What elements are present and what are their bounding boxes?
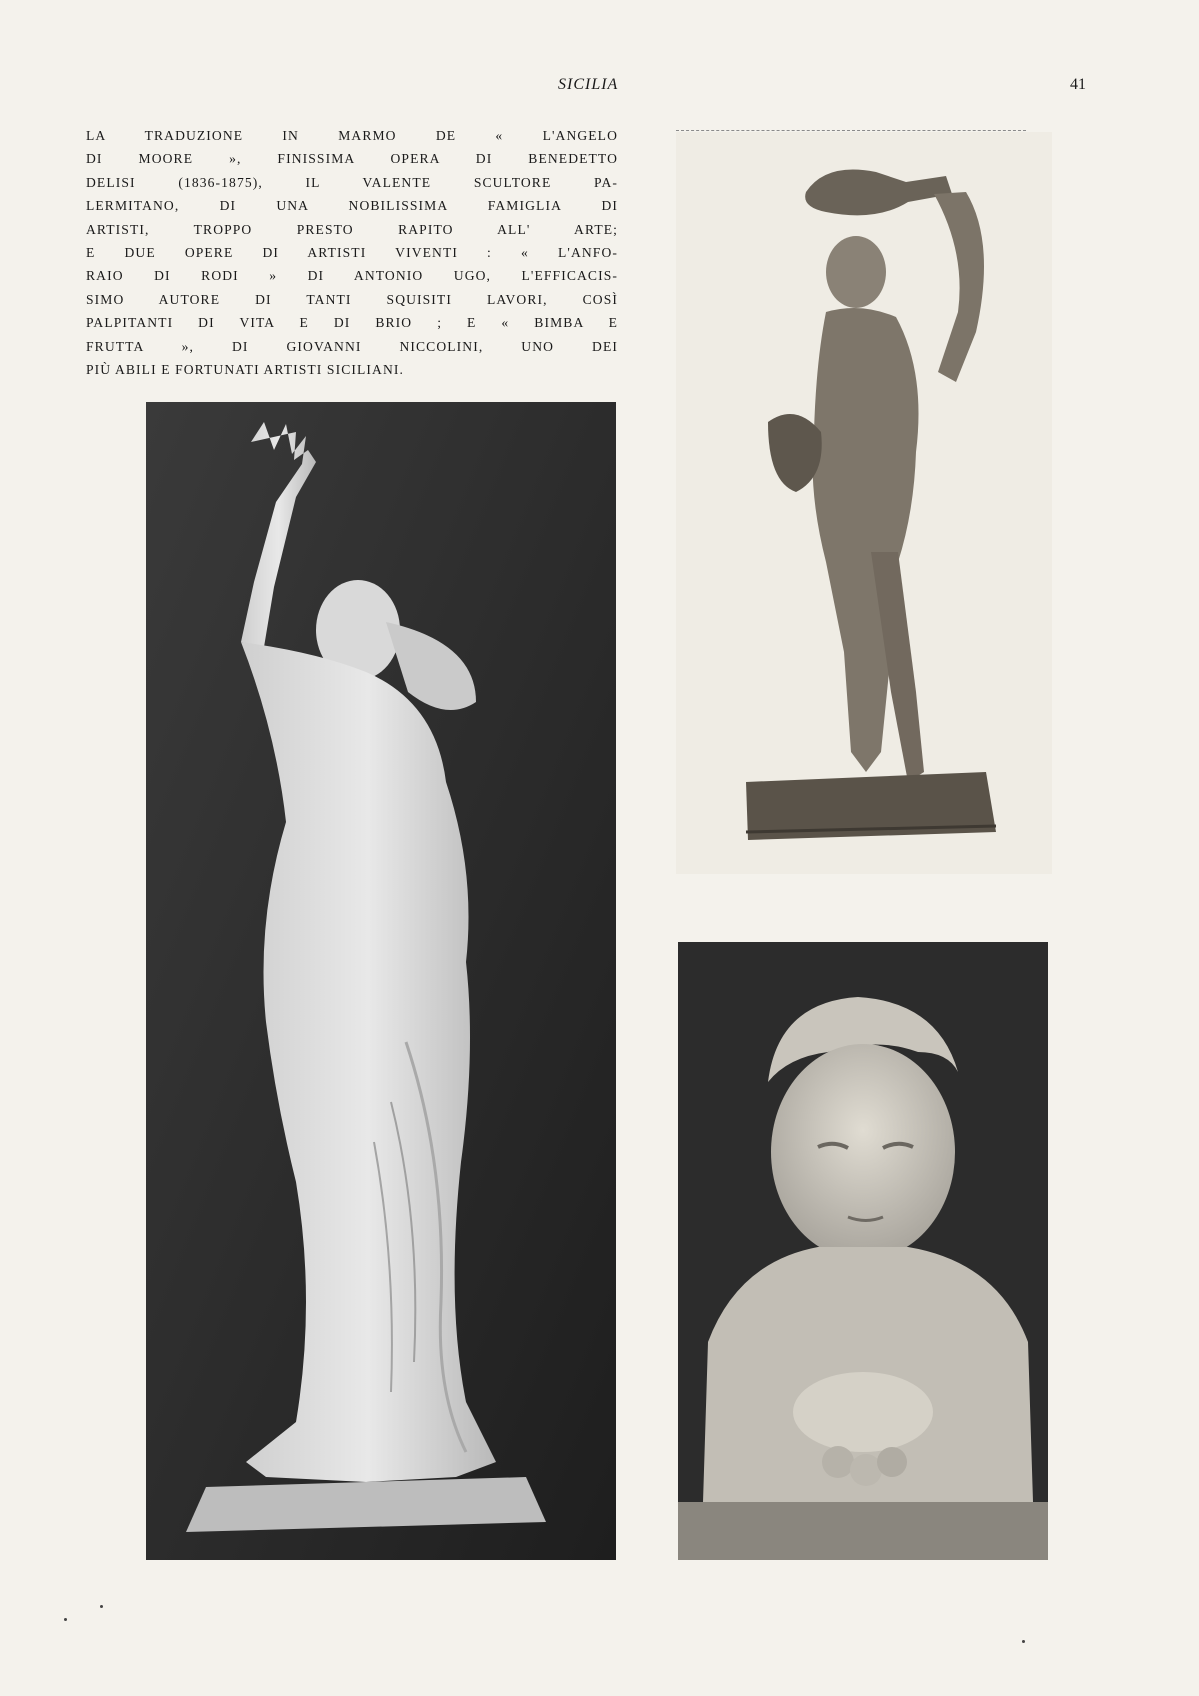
caption-line: RAIO DI RODI » DI ANTONIO UGO, L'EFFICACIS- [86,268,618,284]
photo-frame-line [676,130,1026,131]
caption-line: PALPITANTI DI VITA E DI BRIO ; E « BIMBA E [86,315,618,331]
caption-line: ARTISTI, TROPPO PRESTO RAPITO ALL' ARTE; [86,221,618,237]
photo-caption [86,124,618,381]
caption-line: PIÙ ABILI E FORTUNATI ARTISTI SICILIANI. [86,362,405,378]
bronze-statue-amphora-bearer-photo [676,132,1052,874]
caption-line: E DUE OPERE DI ARTISTI VIVENTI : « L'ANFO- [86,245,618,261]
caption-line: DI MOORE », FINISSIMA OPERA DI BENEDETTO [86,151,618,167]
print-speck [64,1618,67,1621]
running-header-title: SICILIA [558,76,619,93]
caption-line: FRUTTA », DI GIOVANNI NICCOLINI, UNO DEI [86,338,618,354]
caption-line: LA TRADUZIONE IN MARMO DE « L'ANGELO [86,128,618,143]
child-bust-with-fruit-photo [678,942,1048,1560]
caption-line: LERMITANO, DI UNA NOBILISSIMA FAMIGLIA DI [86,198,618,214]
print-speck [1022,1640,1025,1643]
print-speck [100,1605,103,1608]
caption-line: SIMO AUTORE DI TANTI SQUISITI LAVORI, COSÌ [86,291,618,307]
marble-statue-angel-photo [146,402,616,1560]
page-number: 41 [1070,76,1086,93]
caption-line: DELISI (1836-1875), IL VALENTE SCULTORE PA- [86,174,618,190]
